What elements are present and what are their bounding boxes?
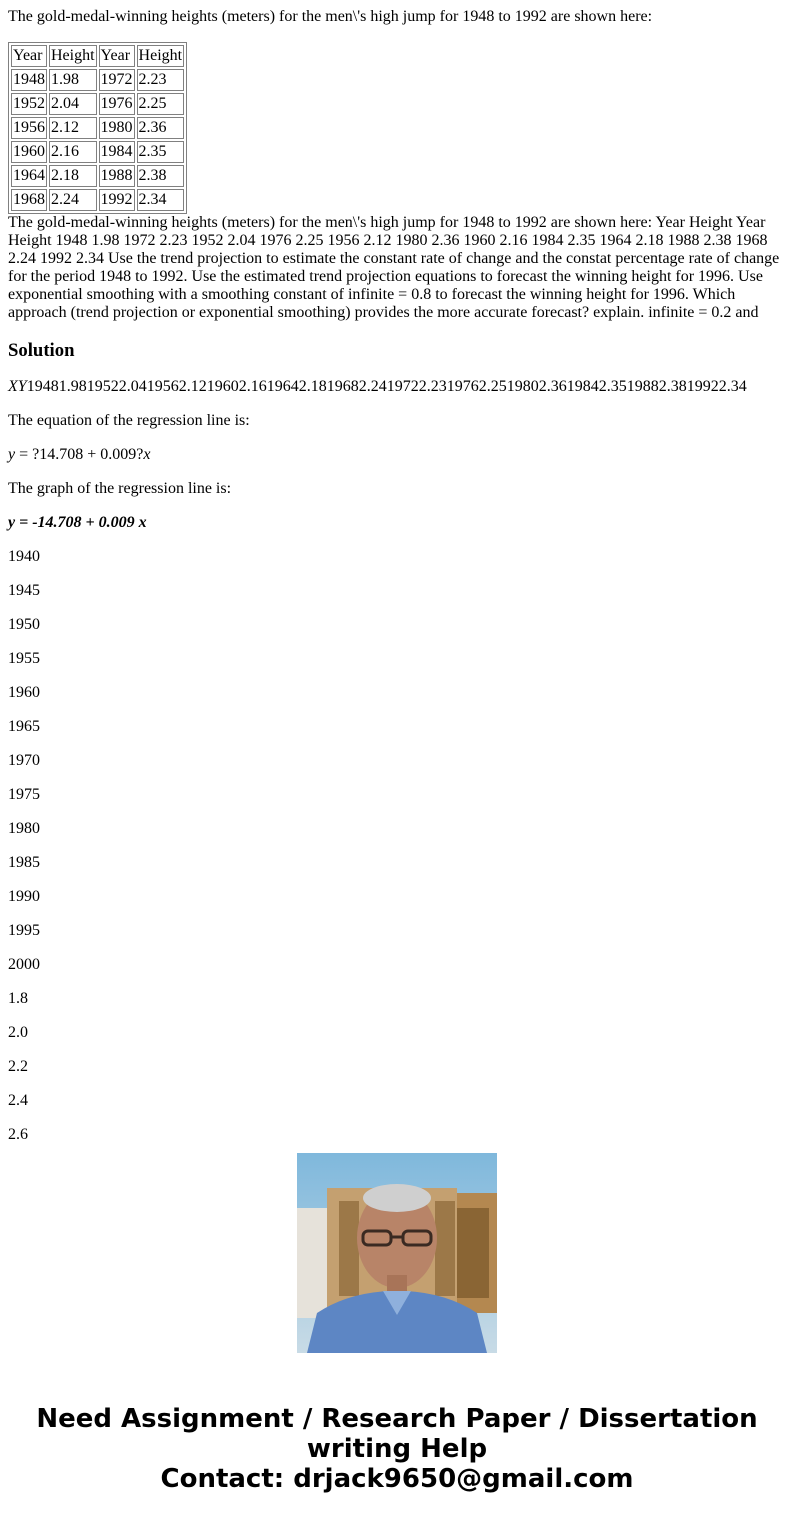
footer-line-1: Need Assignment / Research Paper / Dissertation [36, 1404, 758, 1434]
x-tick-label: 1965 [8, 718, 40, 735]
x-tick-label: 1940 [8, 548, 40, 565]
table-cell: 1968 [11, 189, 47, 211]
x-tick-label: 1960 [8, 684, 40, 701]
table-cell: 2.23 [137, 69, 185, 91]
table-cell: 1948 [11, 69, 47, 91]
avatar-photo [297, 1153, 497, 1353]
question-text: The gold-medal-winning heights (meters) for the men\'s high jump for 1948 to 1992 are shown here: Year Height Year Height 1948 1.98 1972 2.23 1952 2.04 1976 2.25 1956 2.12 1980 2.36 1960 2.16 1984 2.35 1964 2.18 1988 2.38 1968 2.24 1992 2.34 Use the trend projection to estimate the constant rate of change and the constat percentage rate of change for the period 1948 to 1992. Use the estimated trend projection equations to forecast the winning height for 1996. Use exponential smoothing with a smoothing constant of infinite = 0.8 to forecast the winning height for 1996. Which approach (trend projection or exponential smoothing) provides the more accurate forecast? explain. infinite = 0.2 and [8, 214, 780, 321]
y-tick-label: 1.8 [8, 990, 28, 1007]
x-tick-label: 1945 [8, 582, 40, 599]
table-row [11, 165, 184, 187]
table-cell: 2.34 [137, 189, 185, 211]
y-tick-label: 2.0 [8, 1024, 28, 1041]
x-label: X [8, 378, 18, 395]
eq-x: x [143, 446, 151, 463]
x-tick-label: 1990 [8, 888, 40, 905]
table-row [11, 93, 184, 115]
table-cell: 1992 [99, 189, 135, 211]
data-run [8, 378, 786, 396]
table-cell: 2.24 [49, 189, 97, 211]
table-cell: 1956 [11, 117, 47, 139]
table-header-cell: Height [49, 45, 97, 67]
table-cell: 1980 [99, 117, 135, 139]
y-tick-label: 2.2 [8, 1058, 28, 1075]
table-cell: 1952 [11, 93, 47, 115]
table-cell: 2.16 [49, 141, 97, 163]
table-header-cell: Year [99, 45, 135, 67]
table-cell: 2.04 [49, 93, 97, 115]
table-cell: 2.25 [137, 93, 185, 115]
footer-contact: Contact: drjack9650@gmail.com [160, 1464, 634, 1494]
table-row [11, 117, 184, 139]
y-tick-list [8, 990, 786, 1144]
table-cell: 2.38 [137, 165, 185, 187]
x-tick-label: 1970 [8, 752, 40, 769]
author-avatar [297, 1153, 497, 1353]
intro-text: The gold-medal-winning heights (meters) for the men\'s high jump for 1948 to 1992 are shown here: [8, 8, 653, 25]
page-content [8, 8, 786, 1143]
data-values: 19481.9819522.0419562.1219602.1619642.1819682.2419722.2319762.2519802.3619842.3519882.3819922.34 [26, 378, 747, 395]
y-tick-label: 2.4 [8, 1092, 28, 1109]
solution-heading: Solution [8, 340, 75, 361]
table-row [11, 69, 184, 91]
eq-body: = ?14.708 + 0.009? [15, 446, 144, 463]
equation-intro: The equation of the regression line is: [8, 412, 250, 429]
regression-equation [8, 446, 786, 464]
graph-intro: The graph of the regression line is: [8, 480, 232, 497]
x-tick-label: 1985 [8, 854, 40, 871]
table-header-cell: Year [11, 45, 47, 67]
footer-banner [0, 1404, 794, 1494]
x-tick-label: 2000 [8, 956, 40, 973]
x-tick-label: 1980 [8, 820, 40, 837]
table-cell: 2.12 [49, 117, 97, 139]
table-cell: 1.98 [49, 69, 97, 91]
table-cell: 1984 [99, 141, 135, 163]
y-label: Y [17, 378, 27, 395]
table-cell: 1960 [11, 141, 47, 163]
table-cell: 2.35 [137, 141, 185, 163]
x-tick-label: 1955 [8, 650, 40, 667]
graph-title: y = -14.708 + 0.009 x [8, 514, 147, 531]
x-tick-label: 1950 [8, 616, 40, 633]
y-tick-label: 2.6 [8, 1126, 28, 1143]
table-cell: 1976 [99, 93, 135, 115]
x-tick-list [8, 548, 786, 974]
table-header-cell: Height [137, 45, 185, 67]
table-cell: 2.18 [49, 165, 97, 187]
heights-table [8, 42, 187, 214]
table-cell: 1964 [11, 165, 47, 187]
eq-y: y [8, 446, 16, 463]
table-cell: 1972 [99, 69, 135, 91]
table-row [11, 141, 184, 163]
footer-line-2: writing Help [306, 1434, 488, 1464]
table-header-row [11, 45, 184, 67]
table-row [11, 189, 184, 211]
table-cell: 1988 [99, 165, 135, 187]
x-tick-label: 1995 [8, 922, 40, 939]
table-cell: 2.36 [137, 117, 185, 139]
x-tick-label: 1975 [8, 786, 40, 803]
